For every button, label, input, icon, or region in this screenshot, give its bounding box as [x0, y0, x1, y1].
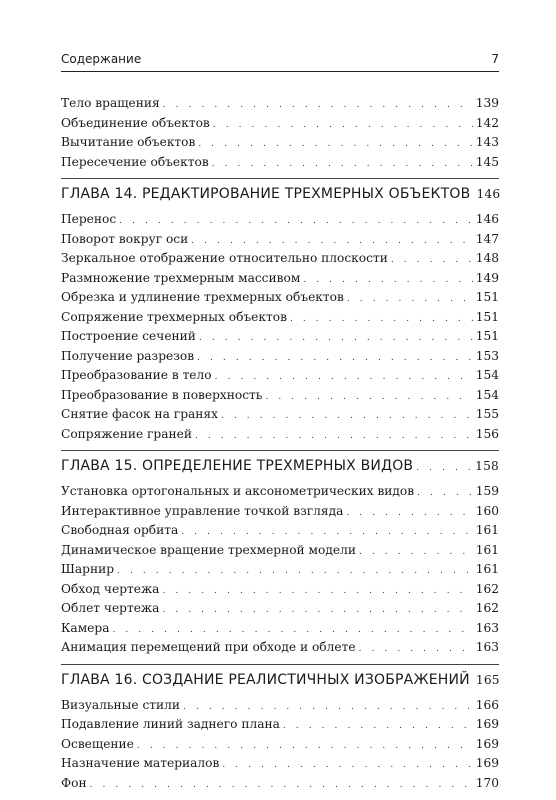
- toc-chapter-entry[interactable]: [61, 450, 499, 482]
- dot-leader: [197, 349, 473, 369]
- toc-entry[interactable]: [61, 502, 499, 522]
- toc-entry-title: Установка ортогональных и аксонометрических видов: [61, 484, 415, 498]
- toc-entry-title: Подавление линий заднего плана: [61, 717, 280, 731]
- toc-entry[interactable]: [61, 210, 499, 230]
- dot-leader: [198, 135, 472, 155]
- toc-entry-title: Освещение: [61, 736, 134, 751]
- toc-entry-page: 151: [475, 309, 499, 324]
- toc-entry-title: Получение разрезов: [61, 348, 195, 363]
- toc-entry[interactable]: [61, 366, 499, 386]
- toc-entry[interactable]: [61, 405, 499, 425]
- toc-entry[interactable]: [61, 308, 499, 328]
- toc-entry-title: Шарнир: [61, 562, 115, 576]
- page-header: [61, 50, 499, 70]
- dot-leader: [359, 543, 473, 563]
- toc-entry[interactable]: [61, 541, 499, 561]
- dot-leader: [199, 329, 473, 349]
- toc-entry-page: 143: [475, 135, 499, 149]
- toc-entry-page: 162: [475, 581, 499, 596]
- toc-entry-title: Визуальные стили: [61, 697, 181, 712]
- toc-entry-page: 169: [475, 736, 499, 751]
- dot-leader: [117, 562, 473, 582]
- toc-entry[interactable]: [61, 327, 499, 347]
- dot-leader: [416, 453, 472, 484]
- toc-entry[interactable]: [61, 133, 499, 153]
- toc-entry-page: 142: [475, 115, 499, 130]
- toc-entry-page: 151: [475, 290, 499, 304]
- toc-entry-page: 154: [475, 368, 499, 382]
- dot-leader: [417, 484, 473, 504]
- page-number: 7: [491, 52, 499, 66]
- toc-entry[interactable]: [61, 774, 499, 794]
- toc-entry-title: Обход чертежа: [61, 581, 160, 596]
- toc-entry-title: Облет чертежа: [61, 601, 160, 615]
- toc-entry-page: 162: [475, 601, 499, 615]
- toc-chapter-entry[interactable]: [61, 664, 499, 696]
- dot-leader: [162, 582, 472, 602]
- dot-leader: [359, 640, 473, 660]
- toc-entry-page: 161: [475, 523, 499, 537]
- toc-entry[interactable]: [61, 715, 499, 735]
- toc-entry[interactable]: [61, 599, 499, 619]
- toc-entry[interactable]: [61, 230, 499, 250]
- toc-entry[interactable]: [61, 269, 499, 289]
- toc-entry-title: Анимация перемещений при обходе и облете: [61, 640, 356, 654]
- toc-entry-page: 149: [475, 270, 499, 285]
- toc-entry-title: Перенос: [61, 212, 117, 226]
- toc-entry-page: 148: [475, 251, 499, 265]
- toc-entry[interactable]: [61, 114, 499, 134]
- dot-leader: [213, 116, 473, 136]
- dot-leader: [391, 251, 473, 271]
- toc-entry-page: 154: [475, 387, 499, 402]
- toc-entry-page: 145: [475, 154, 499, 169]
- dot-leader: [283, 717, 473, 737]
- toc-entry[interactable]: [61, 735, 499, 755]
- toc-entry-page: 163: [475, 620, 499, 635]
- toc-entry-title: Объединение объектов: [61, 115, 210, 130]
- toc-entry-page: 159: [475, 484, 499, 498]
- toc-entry-title: Пересечение объектов: [61, 154, 209, 169]
- toc-entry-title: Обрезка и удлинение трехмерных объектов: [61, 290, 344, 304]
- toc-entry-page: 170: [475, 775, 499, 790]
- toc-entry-title: Зеркальное отображение относительно плоскости: [61, 251, 388, 265]
- dot-leader: [221, 407, 473, 427]
- dot-leader: [162, 601, 472, 621]
- toc-entry[interactable]: [61, 94, 499, 114]
- toc-entry-page: 151: [475, 329, 499, 343]
- toc-entry-title: Поворот вокруг оси: [61, 231, 189, 246]
- toc-entry-page: 153: [475, 348, 499, 363]
- toc-entry-page: 166: [475, 697, 499, 712]
- toc-entry[interactable]: [61, 638, 499, 658]
- toc-entry-page: 146: [476, 187, 501, 201]
- toc-entry-title: Назначение материалов: [61, 756, 220, 770]
- toc-entry-title: Интерактивное управление точкой взгляда: [61, 503, 344, 518]
- toc-entry-page: 147: [475, 231, 499, 246]
- toc-entry-title: Размножение трехмерным массивом: [61, 270, 301, 285]
- toc-entry-title: Построение сечений: [61, 329, 196, 343]
- toc-entry-page: 169: [475, 717, 499, 731]
- dot-leader: [195, 427, 473, 447]
- toc-entry-page: 165: [475, 672, 500, 687]
- toc-entry-title: ГЛАВА 14. РЕДАКТИРОВАНИЕ ТРЕХМЕРНЫХ ОБЪЕКТОВ: [61, 186, 471, 202]
- toc-entry-title: Преобразование в тело: [61, 368, 212, 382]
- toc-entry-page: 161: [475, 562, 499, 576]
- toc-entry[interactable]: [61, 560, 499, 580]
- toc-entry-page: 139: [475, 96, 499, 110]
- toc-entry-page: 146: [475, 212, 499, 226]
- toc-entry[interactable]: [61, 482, 499, 502]
- toc-entry-title: Тело вращения: [61, 96, 160, 110]
- toc-entry[interactable]: [61, 288, 499, 308]
- toc-entry[interactable]: [61, 696, 499, 716]
- dot-leader: [347, 290, 473, 310]
- toc-entry-title: Камера: [61, 620, 110, 635]
- dot-leader: [265, 388, 472, 408]
- toc-entry-page: 156: [475, 426, 499, 441]
- dot-leader: [290, 310, 473, 330]
- toc-entry[interactable]: [61, 153, 499, 173]
- toc-entry-title: Сопряжение граней: [61, 426, 192, 441]
- toc-entry[interactable]: [61, 754, 499, 774]
- toc-entry-page: 161: [475, 542, 499, 557]
- toc-entry-title: Преобразование в поверхность: [61, 387, 263, 402]
- toc-entry[interactable]: [61, 386, 499, 406]
- dot-leader: [346, 504, 472, 524]
- toc-entry-page: 155: [475, 407, 499, 421]
- toc-entry-title: Сопряжение трехмерных объектов: [61, 309, 287, 324]
- toc-entry[interactable]: [61, 619, 499, 639]
- toc-entry-title: Вычитание объектов: [61, 135, 196, 149]
- toc-entry-title: Фон: [61, 775, 87, 790]
- toc-entry[interactable]: [61, 580, 499, 600]
- toc-entry-page: 160: [475, 503, 499, 518]
- toc-entry-title: Свободная орбита: [61, 523, 179, 537]
- toc-entry[interactable]: [61, 249, 499, 269]
- dot-leader: [212, 155, 473, 175]
- toc-entry-page: 169: [475, 756, 499, 770]
- dot-leader: [222, 756, 472, 776]
- toc-entry[interactable]: [61, 425, 499, 445]
- header-rule: [61, 71, 499, 72]
- toc-entry-title: Динамическое вращение трехмерной модели: [61, 542, 356, 557]
- toc-entry-title: ГЛАВА 16. СОЗДАНИЕ РЕАЛИСТИЧНЫХ ИЗОБРАЖЕНИЙ: [61, 671, 470, 688]
- table-of-contents: [61, 94, 499, 793]
- toc-chapter-entry[interactable]: [61, 178, 499, 210]
- toc-entry-page: 163: [475, 640, 499, 654]
- toc-entry-title: Снятие фасок на гранях: [61, 407, 218, 421]
- toc-entry-page: 158: [475, 459, 499, 473]
- toc-entry[interactable]: [61, 521, 499, 541]
- dot-leader: [90, 776, 473, 796]
- running-title: Содержание: [61, 52, 142, 66]
- toc-entry-title: ГЛАВА 15. ОПРЕДЕЛЕНИЕ ТРЕХМЕРНЫХ ВИДОВ: [61, 458, 414, 474]
- toc-entry[interactable]: [61, 347, 499, 367]
